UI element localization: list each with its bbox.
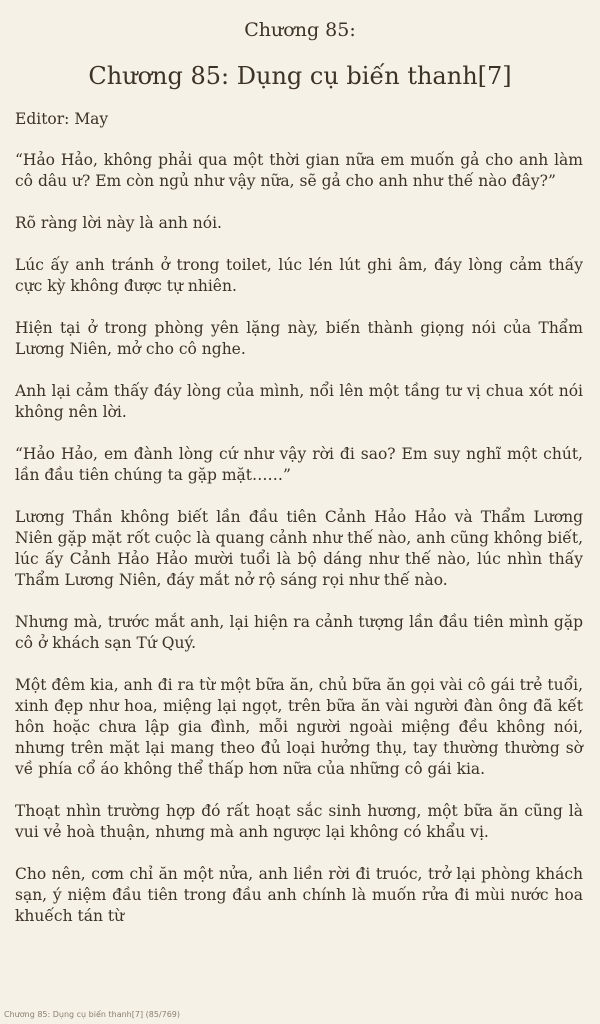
paragraph: Thoạt nhìn trường hợp đó rất hoạt sắc sinh hương, một bữa ăn cũng là vui vẻ hoà thuận, nhưng mà anh ngược lại không có khẩu vị. bbox=[15, 802, 583, 841]
editor-credit: Editor: May bbox=[15, 110, 109, 128]
chapter-header: Chương 85: bbox=[244, 19, 356, 41]
paragraph: Cho nên, cơm chỉ ăn một nửa, anh liền rời đi truóc, trở lại phòng khách sạn, ý niệm đầu tiên trong đầu anh chính là muốn rửa đi mùi nước hoa khuếch tán từ bbox=[15, 865, 583, 925]
paragraph: Một đêm kia, anh đi ra từ một bữa ăn, chủ bữa ăn gọi vài cô gái trẻ tuổi, xinh đẹp như hoa, miệng lại ngọt, trên bữa ăn vài người đàn ông đã kết hôn hoặc chưa lập gia đình, mỗi người ngoài miệng đều không nói, nhưng trên mặt lại mang theo đủ loại hưởng thụ, tay thường thường sờ về phía cổ áo không thể thấp hơn nữa của những cô gái kia. bbox=[15, 676, 583, 778]
paragraph: Lúc ấy anh tránh ở trong toilet, lúc lén lút ghi âm, đáy lòng cảm thấy cực kỳ không được tự nhiên. bbox=[15, 256, 583, 295]
paragraph: Hiện tại ở trong phòng yên lặng này, biến thành giọng nói của Thẩm Lương Niên, mở cho cô nghe. bbox=[15, 319, 583, 358]
chapter-content bbox=[15, 109, 583, 948]
paragraph: Nhưng mà, trước mắt anh, lại hiện ra cảnh tượng lần đầu tiên mình gặp cô ở khách sạn Tứ Quý. bbox=[15, 613, 583, 652]
paragraph: Lương Thần không biết lần đầu tiên Cảnh Hảo Hảo và Thẩm Lương Niên gặp mặt rốt cuộc là quang cảnh như thế nào, anh cũng không biết, lúc ấy Cảnh Hảo Hảo mười tuổi là bộ dáng như thế nào, lúc nhìn thấy Thẩm Lương Niên, đáy mắt nở rộ sáng rọi như thế nào. bbox=[15, 508, 583, 589]
paragraph: “Hảo Hảo, không phải qua một thời gian nữa em muốn gả cho anh làm cô dâu ư? Em còn ngủ như vậy nữa, sẽ gả cho anh như thế nào đây?” bbox=[15, 151, 583, 190]
reading-progress-status: Chương 85: Dụng cụ biến thanh[7] (85/769) bbox=[4, 1010, 181, 1019]
chapter-title: Chương 85: Dụng cụ biến thanh[7] bbox=[88, 62, 512, 90]
paragraph: Rõ ràng lời này là anh nói. bbox=[15, 214, 222, 232]
paragraph: “Hảo Hảo, em đành lòng cứ như vậy rời đi sao? Em suy nghĩ một chút, lần đầu tiên chúng ta gặp mặt……” bbox=[15, 445, 583, 484]
paragraph: Anh lại cảm thấy đáy lòng của mình, nổi lên một tầng tư vị chua xót nói không nên lời. bbox=[15, 382, 583, 421]
